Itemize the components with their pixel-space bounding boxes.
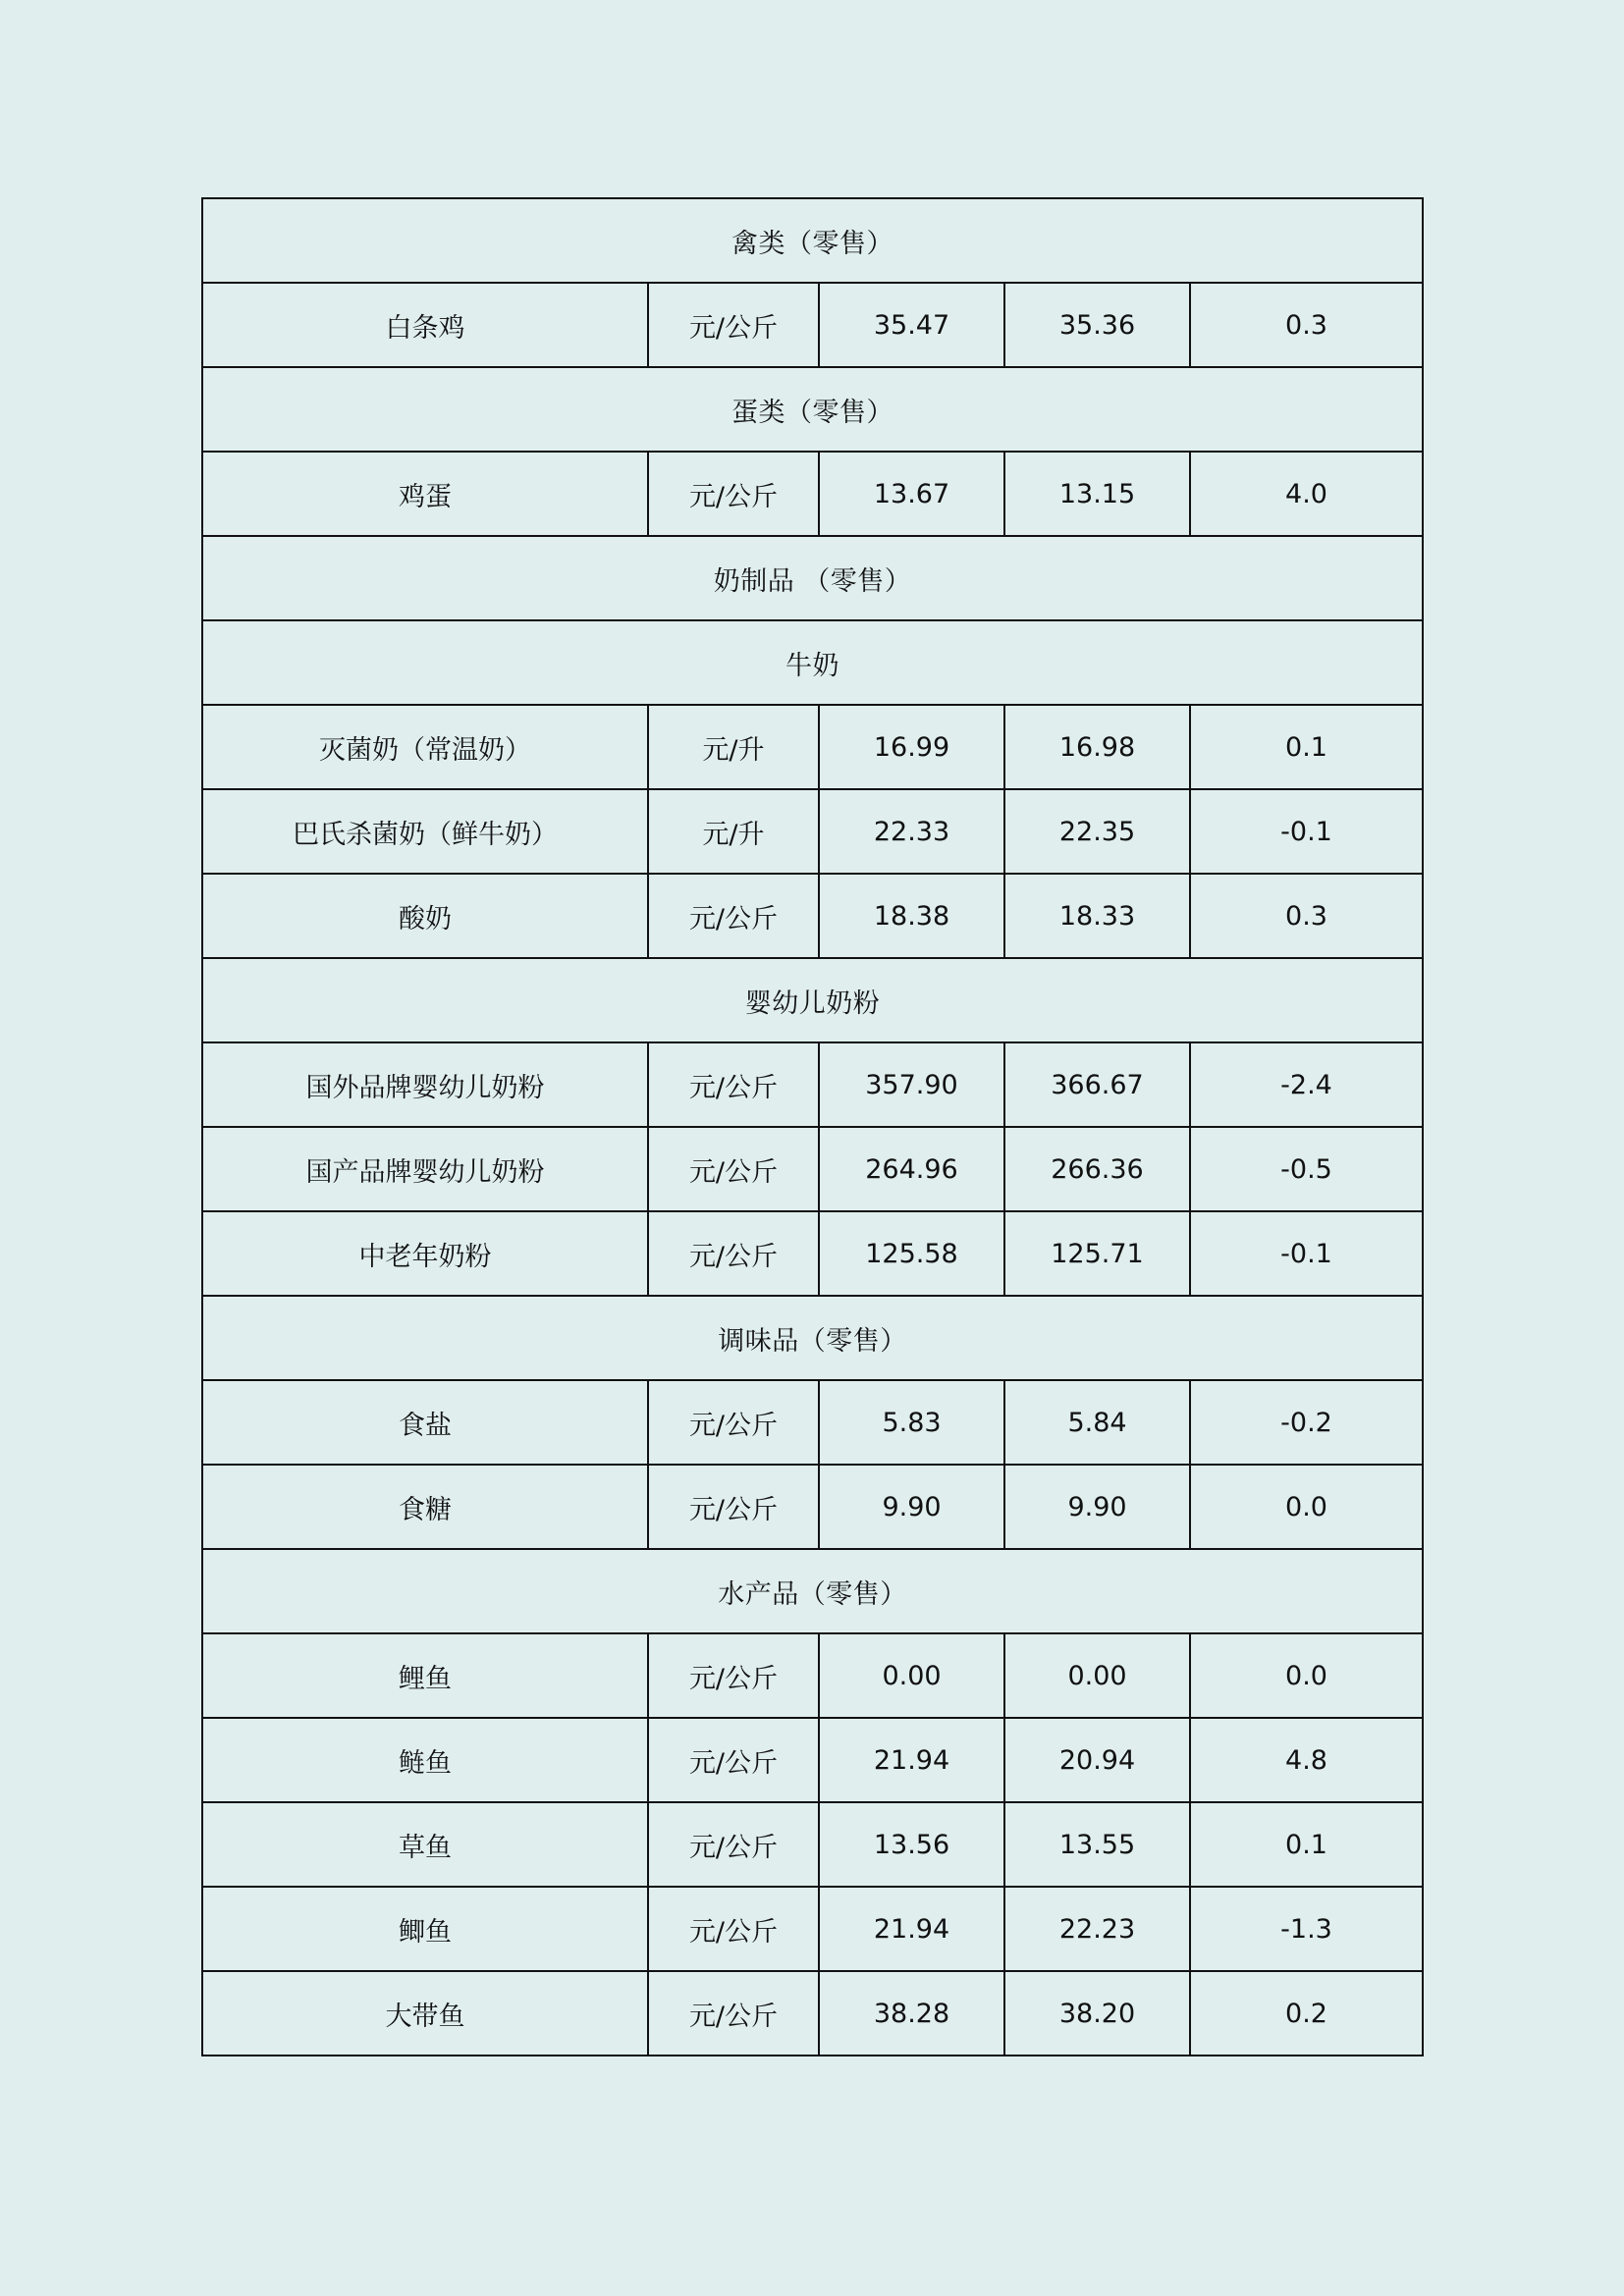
unit-cell: 元/公斤 xyxy=(648,1380,819,1465)
current-price-cell: 16.99 xyxy=(819,705,1004,789)
change-percent-cell: -1.3 xyxy=(1190,1887,1423,1971)
change-percent-cell: 0.3 xyxy=(1190,283,1423,367)
unit-cell: 元/公斤 xyxy=(648,452,819,536)
table-row xyxy=(202,1633,1423,1718)
unit-cell: 元/公斤 xyxy=(648,1887,819,1971)
table-row xyxy=(202,1718,1423,1802)
change-percent-cell: -0.1 xyxy=(1190,789,1423,874)
unit-cell: 元/公斤 xyxy=(648,1465,819,1549)
item-name-cell: 食糖 xyxy=(202,1465,648,1549)
item-name-cell: 酸奶 xyxy=(202,874,648,958)
item-name-cell: 国外品牌婴幼儿奶粉 xyxy=(202,1042,648,1127)
table-row xyxy=(202,705,1423,789)
table-row xyxy=(202,789,1423,874)
item-name-cell: 巴氏杀菌奶（鲜牛奶） xyxy=(202,789,648,874)
price-table-body xyxy=(202,198,1423,2056)
table-row xyxy=(202,1802,1423,1887)
previous-price-cell: 0.00 xyxy=(1004,1633,1190,1718)
unit-cell: 元/升 xyxy=(648,789,819,874)
section-header: 牛奶 xyxy=(202,620,1423,705)
section-row xyxy=(202,1296,1423,1380)
previous-price-cell: 366.67 xyxy=(1004,1042,1190,1127)
unit-cell: 元/公斤 xyxy=(648,874,819,958)
section-row xyxy=(202,367,1423,452)
current-price-cell: 21.94 xyxy=(819,1718,1004,1802)
change-percent-cell: 0.1 xyxy=(1190,705,1423,789)
table-row xyxy=(202,283,1423,367)
item-name-cell: 鲤鱼 xyxy=(202,1633,648,1718)
current-price-cell: 22.33 xyxy=(819,789,1004,874)
unit-cell: 元/公斤 xyxy=(648,1211,819,1296)
item-name-cell: 鸡蛋 xyxy=(202,452,648,536)
table-row xyxy=(202,1127,1423,1211)
section-header: 调味品（零售） xyxy=(202,1296,1423,1380)
current-price-cell: 9.90 xyxy=(819,1465,1004,1549)
current-price-cell: 357.90 xyxy=(819,1042,1004,1127)
item-name-cell: 草鱼 xyxy=(202,1802,648,1887)
table-row xyxy=(202,874,1423,958)
previous-price-cell: 9.90 xyxy=(1004,1465,1190,1549)
section-header: 水产品（零售） xyxy=(202,1549,1423,1633)
unit-cell: 元/公斤 xyxy=(648,283,819,367)
previous-price-cell: 35.36 xyxy=(1004,283,1190,367)
current-price-cell: 5.83 xyxy=(819,1380,1004,1465)
current-price-cell: 264.96 xyxy=(819,1127,1004,1211)
item-name-cell: 大带鱼 xyxy=(202,1971,648,2056)
item-name-cell: 中老年奶粉 xyxy=(202,1211,648,1296)
unit-cell: 元/公斤 xyxy=(648,1127,819,1211)
item-name-cell: 白条鸡 xyxy=(202,283,648,367)
table-row xyxy=(202,452,1423,536)
table-row xyxy=(202,1042,1423,1127)
previous-price-cell: 125.71 xyxy=(1004,1211,1190,1296)
unit-cell: 元/公斤 xyxy=(648,1802,819,1887)
previous-price-cell: 13.55 xyxy=(1004,1802,1190,1887)
previous-price-cell: 266.36 xyxy=(1004,1127,1190,1211)
current-price-cell: 38.28 xyxy=(819,1971,1004,2056)
change-percent-cell: 0.1 xyxy=(1190,1802,1423,1887)
item-name-cell: 鲢鱼 xyxy=(202,1718,648,1802)
current-price-cell: 0.00 xyxy=(819,1633,1004,1718)
change-percent-cell: -0.2 xyxy=(1190,1380,1423,1465)
previous-price-cell: 16.98 xyxy=(1004,705,1190,789)
change-percent-cell: 0.2 xyxy=(1190,1971,1423,2056)
current-price-cell: 18.38 xyxy=(819,874,1004,958)
previous-price-cell: 13.15 xyxy=(1004,452,1190,536)
table-row xyxy=(202,1971,1423,2056)
change-percent-cell: -0.5 xyxy=(1190,1127,1423,1211)
change-percent-cell: 4.0 xyxy=(1190,452,1423,536)
section-header: 蛋类（零售） xyxy=(202,367,1423,452)
section-header: 婴幼儿奶粉 xyxy=(202,958,1423,1042)
section-row xyxy=(202,958,1423,1042)
change-percent-cell: 0.0 xyxy=(1190,1465,1423,1549)
unit-cell: 元/公斤 xyxy=(648,1971,819,2056)
change-percent-cell: 4.8 xyxy=(1190,1718,1423,1802)
unit-cell: 元/公斤 xyxy=(648,1042,819,1127)
section-row xyxy=(202,198,1423,283)
unit-cell: 元/升 xyxy=(648,705,819,789)
table-row xyxy=(202,1211,1423,1296)
previous-price-cell: 38.20 xyxy=(1004,1971,1190,2056)
section-row xyxy=(202,620,1423,705)
previous-price-cell: 5.84 xyxy=(1004,1380,1190,1465)
previous-price-cell: 22.35 xyxy=(1004,789,1190,874)
previous-price-cell: 20.94 xyxy=(1004,1718,1190,1802)
unit-cell: 元/公斤 xyxy=(648,1633,819,1718)
previous-price-cell: 22.23 xyxy=(1004,1887,1190,1971)
item-name-cell: 食盐 xyxy=(202,1380,648,1465)
section-row xyxy=(202,1549,1423,1633)
current-price-cell: 13.56 xyxy=(819,1802,1004,1887)
item-name-cell: 灭菌奶（常温奶） xyxy=(202,705,648,789)
item-name-cell: 鲫鱼 xyxy=(202,1887,648,1971)
price-table xyxy=(201,197,1424,2056)
current-price-cell: 21.94 xyxy=(819,1887,1004,1971)
change-percent-cell: 0.0 xyxy=(1190,1633,1423,1718)
current-price-cell: 125.58 xyxy=(819,1211,1004,1296)
unit-cell: 元/公斤 xyxy=(648,1718,819,1802)
table-row xyxy=(202,1887,1423,1971)
change-percent-cell: -0.1 xyxy=(1190,1211,1423,1296)
section-header: 奶制品 （零售） xyxy=(202,536,1423,620)
table-row xyxy=(202,1465,1423,1549)
previous-price-cell: 18.33 xyxy=(1004,874,1190,958)
section-header: 禽类（零售） xyxy=(202,198,1423,283)
table-row xyxy=(202,1380,1423,1465)
section-row xyxy=(202,536,1423,620)
change-percent-cell: -2.4 xyxy=(1190,1042,1423,1127)
current-price-cell: 35.47 xyxy=(819,283,1004,367)
current-price-cell: 13.67 xyxy=(819,452,1004,536)
item-name-cell: 国产品牌婴幼儿奶粉 xyxy=(202,1127,648,1211)
change-percent-cell: 0.3 xyxy=(1190,874,1423,958)
